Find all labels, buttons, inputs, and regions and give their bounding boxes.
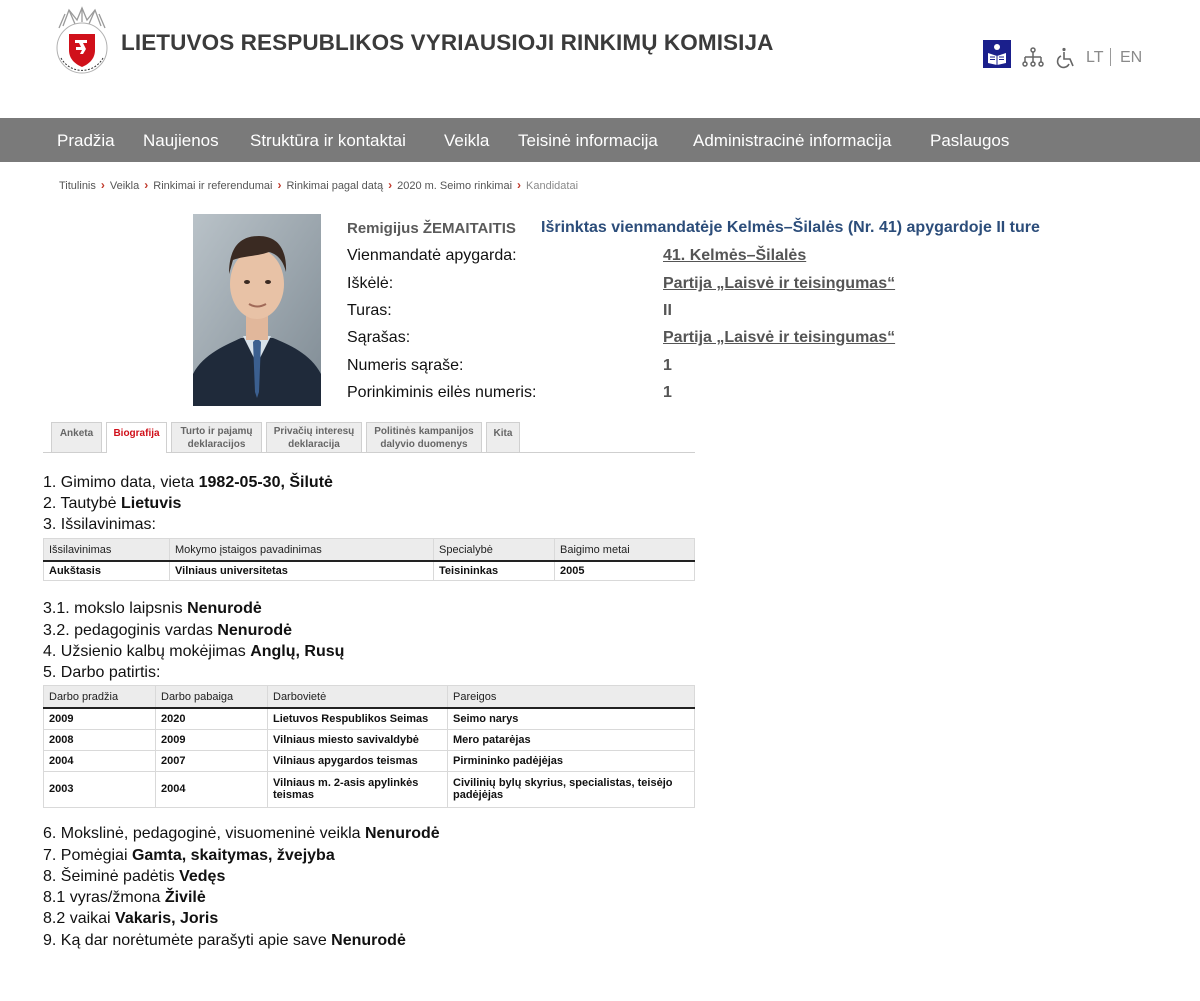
tab-label: Turto ir pajamų [180,425,253,437]
breadcrumb-current: Kandidatai [526,180,579,192]
chevron-right-icon: › [100,178,105,192]
table-header: Specialybė [434,539,555,562]
tab-label: Privačių interesų [273,425,355,437]
chevron-right-icon: › [277,178,282,192]
candidate-photo [193,214,321,406]
nav-item-struktura[interactable]: Struktūra ir kontaktai [250,131,406,150]
bio-line-activity [43,825,440,843]
breadcrumb-item[interactable]: Rinkimai pagal datą [286,180,384,192]
table-row [44,729,695,750]
breadcrumb-item[interactable]: 2020 m. Seimo rinkimai [397,180,513,192]
table-cell: Mero patarėjas [448,729,695,750]
bio-label: 3.2. pedagoginis vardas [43,622,218,639]
vrk-logo-icon[interactable] [55,6,109,78]
tab-biografija[interactable] [106,422,167,453]
breadcrumb [59,178,578,192]
tab-label: Anketa [59,428,94,439]
bio-label: 4. Užsienio kalbų mokėjimas [43,643,251,660]
info-label: Iškėlė: [347,275,394,292]
lang-lt[interactable]: LT [1086,49,1104,66]
table-cell: Vilniaus miesto savivaldybė [268,729,448,750]
candidate-result: Išrinktas vienmandatėje Kelmės–Šilalės (Nr. 41) apygardoje II ture [541,219,1040,236]
info-label: Numeris sąraše: [347,357,464,374]
table-cell: 2004 [44,750,156,771]
site-header [0,0,1200,118]
bio-label: 6. Mokslinė, pedagoginė, visuomeninė veikla [43,825,365,842]
nav-item-veikla[interactable]: Veikla [444,131,490,150]
bio-value: 1982-05-30, Šilutė [198,474,333,491]
table-header: Baigimo metai [555,539,695,562]
table-row [44,771,695,807]
bio-value: Nenurodė [331,932,406,949]
table-cell: Lietuvos Respublikos Seimas [268,708,448,729]
accessibility-icon[interactable] [1055,47,1077,74]
nav-item-naujienos[interactable]: Naujienos [143,131,219,150]
table-cell: 2007 [156,750,268,771]
tab-label: deklaracija [288,438,340,450]
site-title[interactable]: LIETUVOS RESPUBLIKOS VYRIAUSIOJI RINKIMŲ KOMISIJA [121,30,774,55]
tab-label: Politinės kampanijos [374,425,474,437]
info-label: Sąrašas: [347,329,411,346]
bio-label: 5. Darbo patirtis: [43,664,161,681]
table-cell: Civilinių bylų skyrius, specialistas, teisėjo padėjėjas [448,771,695,807]
info-label: Porinkiminis eilės numeris: [347,384,537,401]
nominated-by-link[interactable]: Partija „Laisvė ir teisingumas“ [663,275,896,292]
table-header: Mokymo įstaigos pavadinimas [170,539,434,562]
lang-separator [1110,48,1111,66]
breadcrumb-item[interactable]: Veikla [109,180,140,192]
table-header: Darbovietė [268,686,448,709]
bio-label: 1. Gimimo data, vieta [43,474,199,491]
bio-label: 8.1 vyras/žmona [43,889,165,906]
info-label: Vienmandatė apygarda: [347,247,517,264]
candidate-name: Remigijus ŽEMAITAITIS [347,220,516,237]
bio-line-children [43,910,218,928]
table-cell: Teisininkas [434,561,555,581]
bio-line-languages [43,643,344,661]
list-link[interactable]: Partija „Laisvė ir teisingumas“ [663,329,896,346]
tab-label: Kita [493,428,513,439]
table-cell: 2009 [44,708,156,729]
bio-line-marital [43,868,225,886]
bio-value: Anglų, Rusų [250,643,345,660]
bio-line-degree [43,600,262,618]
table-cell: Vilniaus apygardos teismas [268,750,448,771]
list-number-value: 1 [663,357,672,374]
bio-value: Vakaris, Joris [115,910,219,927]
bio-line-birth [43,474,333,492]
nav-item-pradzia[interactable]: Pradžia [57,131,115,150]
chevron-right-icon: › [144,178,149,192]
tab-privaciu-interesu[interactable] [266,422,362,452]
bio-line-title [43,622,292,640]
bio-line-nationality [43,495,181,513]
tab-anketa[interactable] [51,422,102,452]
nav-item-paslaugos[interactable]: Paslaugos [930,131,1010,150]
chevron-right-icon: › [388,178,393,192]
bio-label: 9. Ką dar norėtumėte parašyti apie save [43,932,332,949]
round-value: II [663,302,672,319]
table-cell: 2005 [555,561,695,581]
tab-label: dalyvio duomenys [380,438,468,450]
table-header: Išsilavinimas [44,539,170,562]
table-cell: Seimo narys [448,708,695,729]
bio-value: Gamta, skaitymas, žvejyba [131,847,335,864]
bio-line-work [43,664,160,682]
table-cell: Vilniaus m. 2-asis apylinkės teismas [268,771,448,807]
bio-label: 7. Pomėgiai [43,847,132,864]
education-table [43,538,695,581]
table-cell: Vilniaus universitetas [170,561,434,581]
bio-label: 8. Šeiminė padėtis [43,868,180,885]
main-nav [0,118,1200,162]
bio-label: 2. Tautybė [43,495,121,512]
table-header: Darbo pabaiga [156,686,268,709]
table-cell: Pirmininko padėjėjas [448,750,695,771]
table-cell: 2009 [156,729,268,750]
chevron-right-icon: › [517,178,522,192]
tab-turto-deklaracijos[interactable] [171,422,262,452]
work-table [43,685,695,808]
nav-item-administracine[interactable]: Administracinė informacija [693,131,892,150]
bio-value: Živilė [164,889,206,906]
table-cell: Aukštasis [44,561,170,581]
sitemap-icon[interactable] [1022,47,1044,74]
tab-kita[interactable] [486,422,520,452]
table-cell: 2004 [156,771,268,807]
tab-politines-kampanijos[interactable] [366,422,482,452]
bio-value: Nenurodė [187,600,262,617]
bio-line-education [43,516,156,534]
breadcrumb-item[interactable]: Titulinis [59,180,96,192]
bio-line-spouse [43,889,206,907]
bio-label: 3. Išsilavinimas: [43,516,156,533]
info-label: Turas: [347,302,392,319]
table-row [44,708,695,729]
table-header: Darbo pradžia [44,686,156,709]
nav-item-teisine[interactable]: Teisinė informacija [518,131,658,150]
easy-read-icon[interactable] [983,40,1011,73]
bio-label: 3.1. mokslo laipsnis [43,600,188,617]
bio-line-about [43,932,406,950]
bio-value: Nenurodė [364,825,440,842]
table-cell: 2020 [156,708,268,729]
bio-value: Nenurodė [217,622,293,639]
tab-label: Biografija [113,428,160,439]
table-header: Pareigos [448,686,695,709]
lang-en[interactable]: EN [1120,49,1143,66]
district-link[interactable]: 41. Kelmės–Šilalės [663,247,807,264]
bio-label: 8.2 vaikai [43,910,116,927]
table-cell: 2003 [44,771,156,807]
post-election-number-value: 1 [663,384,672,401]
breadcrumb-item[interactable]: Rinkimai ir referendumai [153,180,273,192]
bio-value: Lietuvis [120,495,182,512]
bio-line-hobbies [43,847,335,865]
table-cell: 2008 [44,729,156,750]
tab-label: deklaracijos [187,438,246,450]
table-row [44,750,695,771]
bio-value: Vedęs [179,868,226,885]
table-row [44,561,695,581]
